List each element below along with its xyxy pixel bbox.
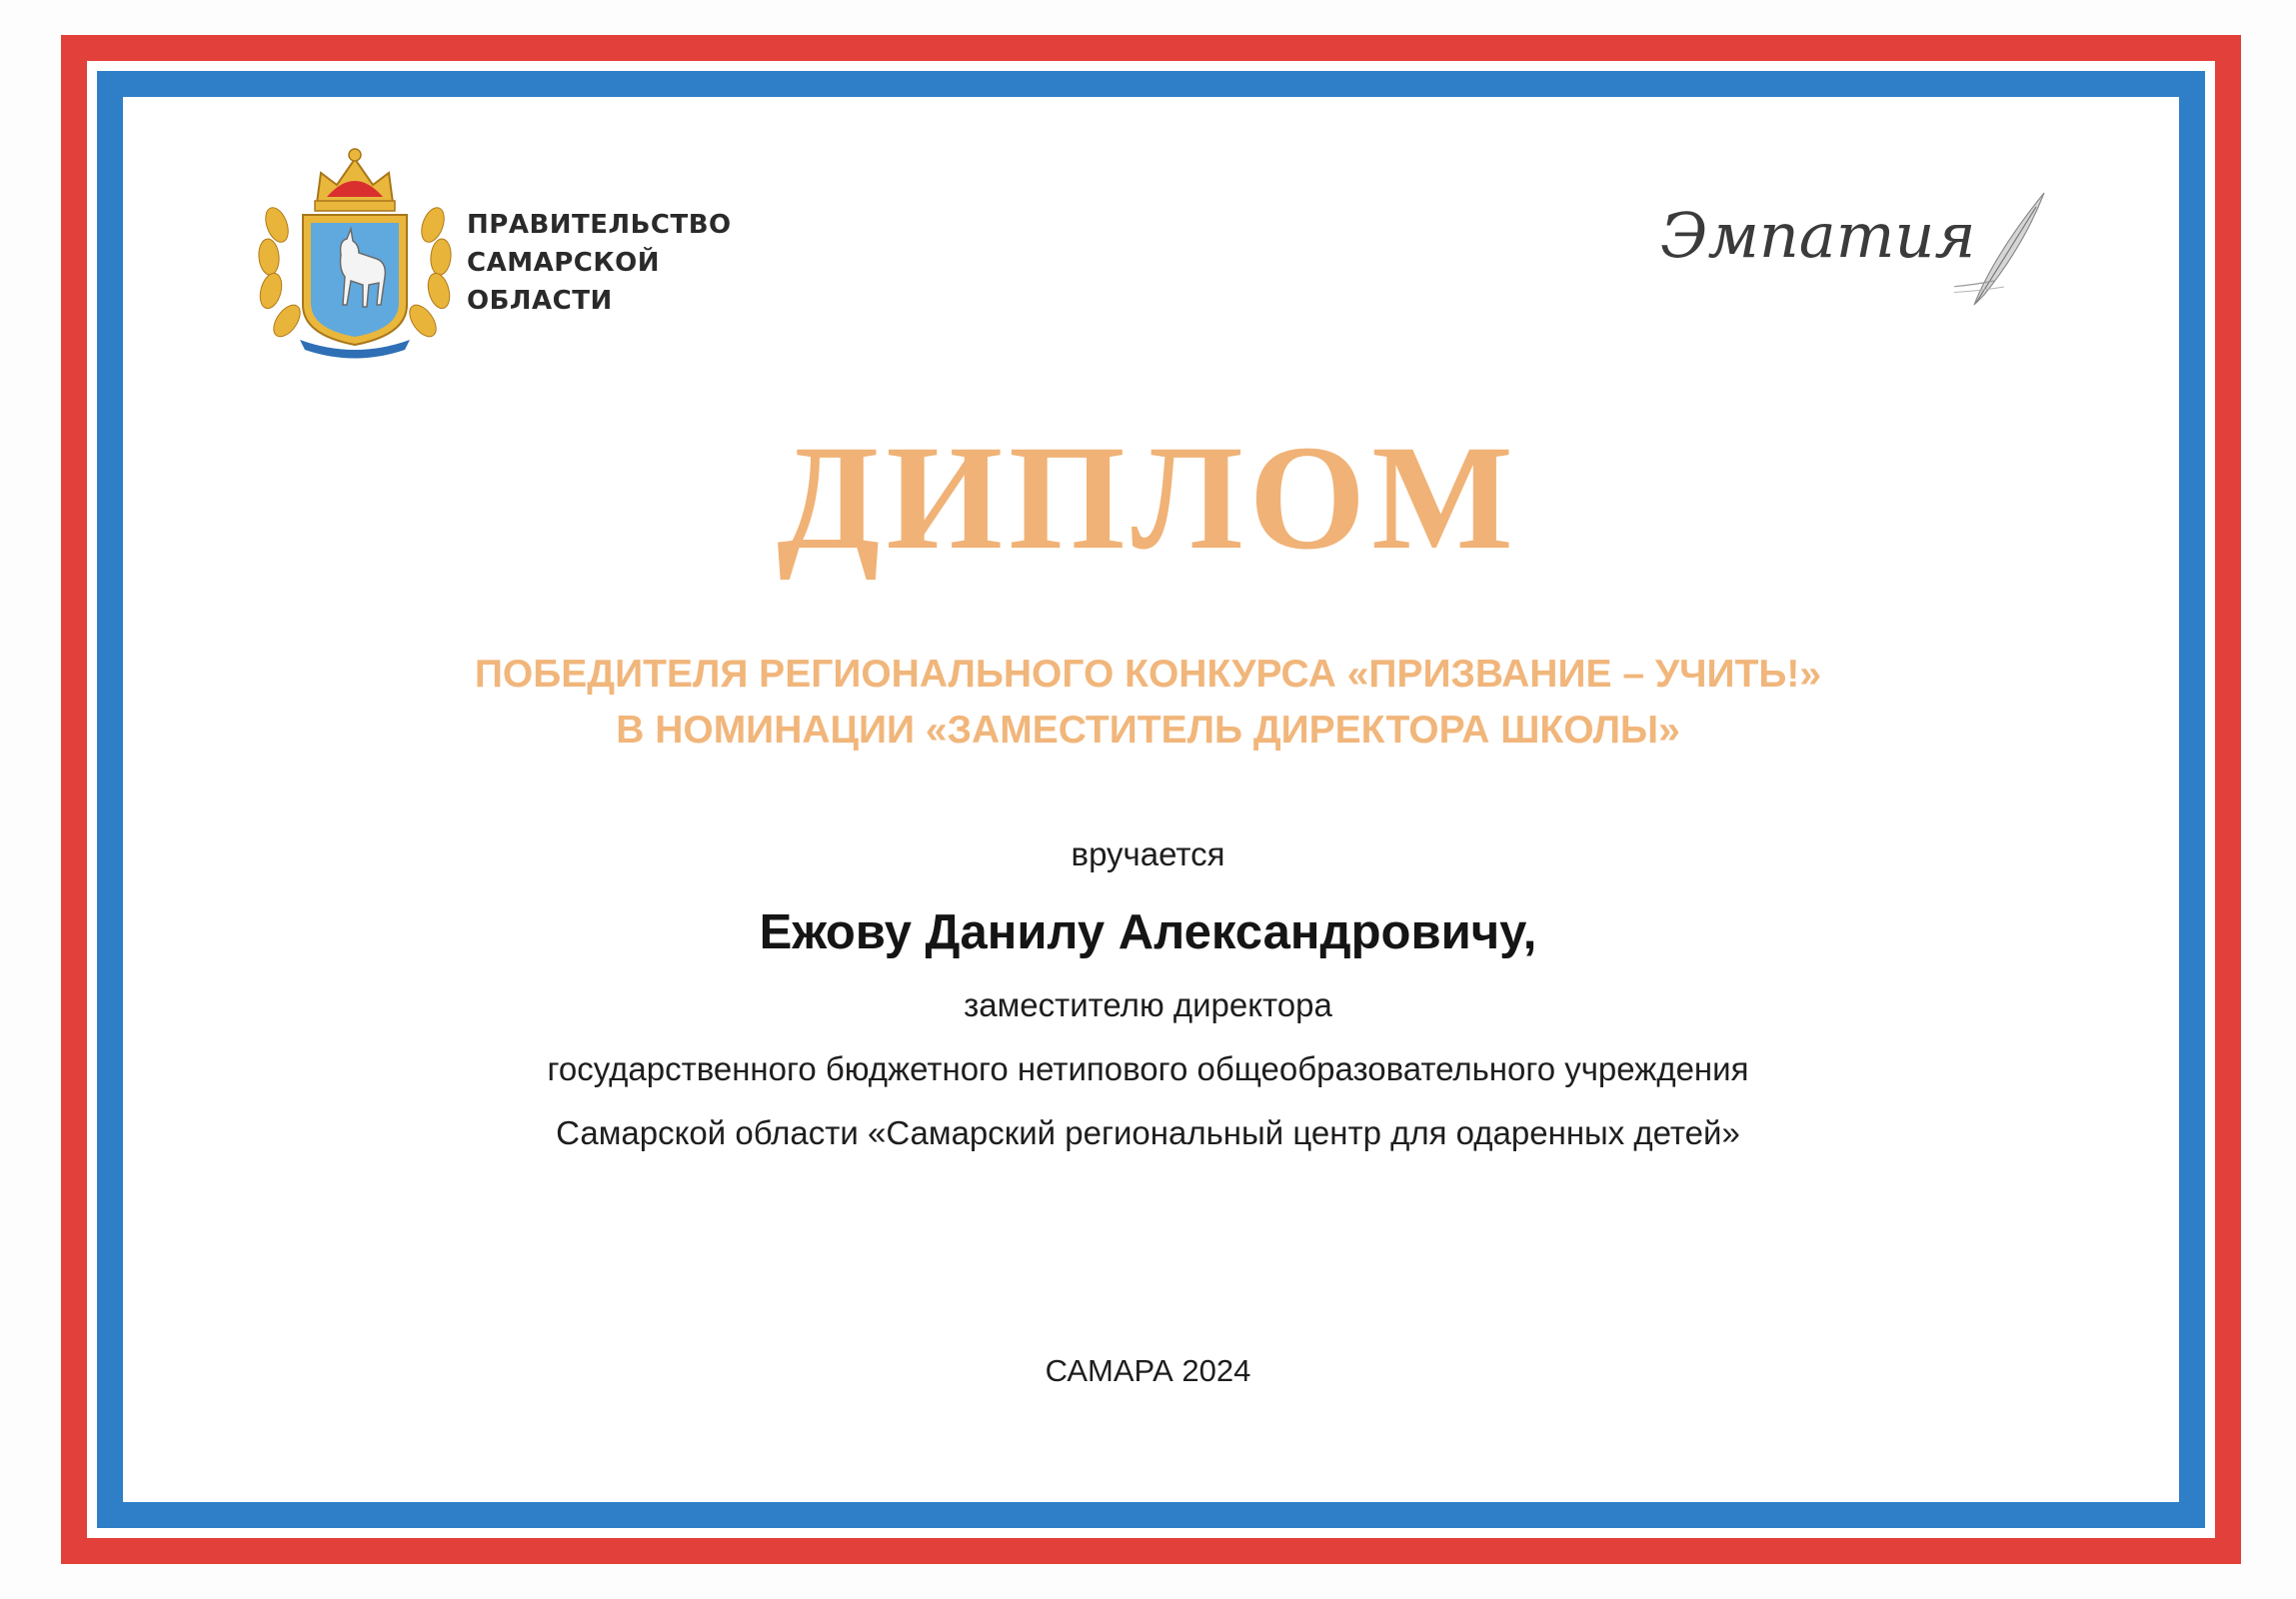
subtitle-line-2: В НОМИНАЦИИ «ЗАМЕСТИТЕЛЬ ДИРЕКТОРА ШКОЛЫ»	[616, 709, 1680, 752]
subtitle-line-1: ПОБЕДИТЕЛЯ РЕГИОНАЛЬНОГО КОНКУРСА «ПРИЗВАНИЕ – УЧИТЬ!»	[474, 653, 1822, 696]
recipient-name: Ежову Данилу Александровичу,	[759, 905, 1537, 959]
organization-line-2: Самарской области «Самарский региональный центр для одаренных детей»	[556, 1114, 1740, 1151]
empatia-logo	[1654, 185, 2054, 315]
place-and-year: САМАРА 2024	[1045, 1353, 1251, 1388]
samara-coat-of-arms-icon	[255, 145, 455, 365]
government-line-2: САМАРСКОЙ	[467, 248, 660, 278]
diploma-title: ДИПЛОМ	[777, 415, 1519, 581]
government-line-1: ПРАВИТЕЛЬСТВО	[467, 210, 732, 240]
organization-line-1: государственного бюджетного нетипового общеобразовательного учреждения	[547, 1050, 1749, 1087]
presented-text: вручается	[1071, 835, 1225, 872]
government-name	[467, 206, 732, 320]
empatia-logo-text: Эмпатия	[1660, 199, 1976, 272]
recipient-position: заместителю директора	[964, 986, 1332, 1023]
government-line-3: ОБЛАСТИ	[467, 286, 613, 316]
quill-feather-icon	[1954, 185, 2054, 315]
